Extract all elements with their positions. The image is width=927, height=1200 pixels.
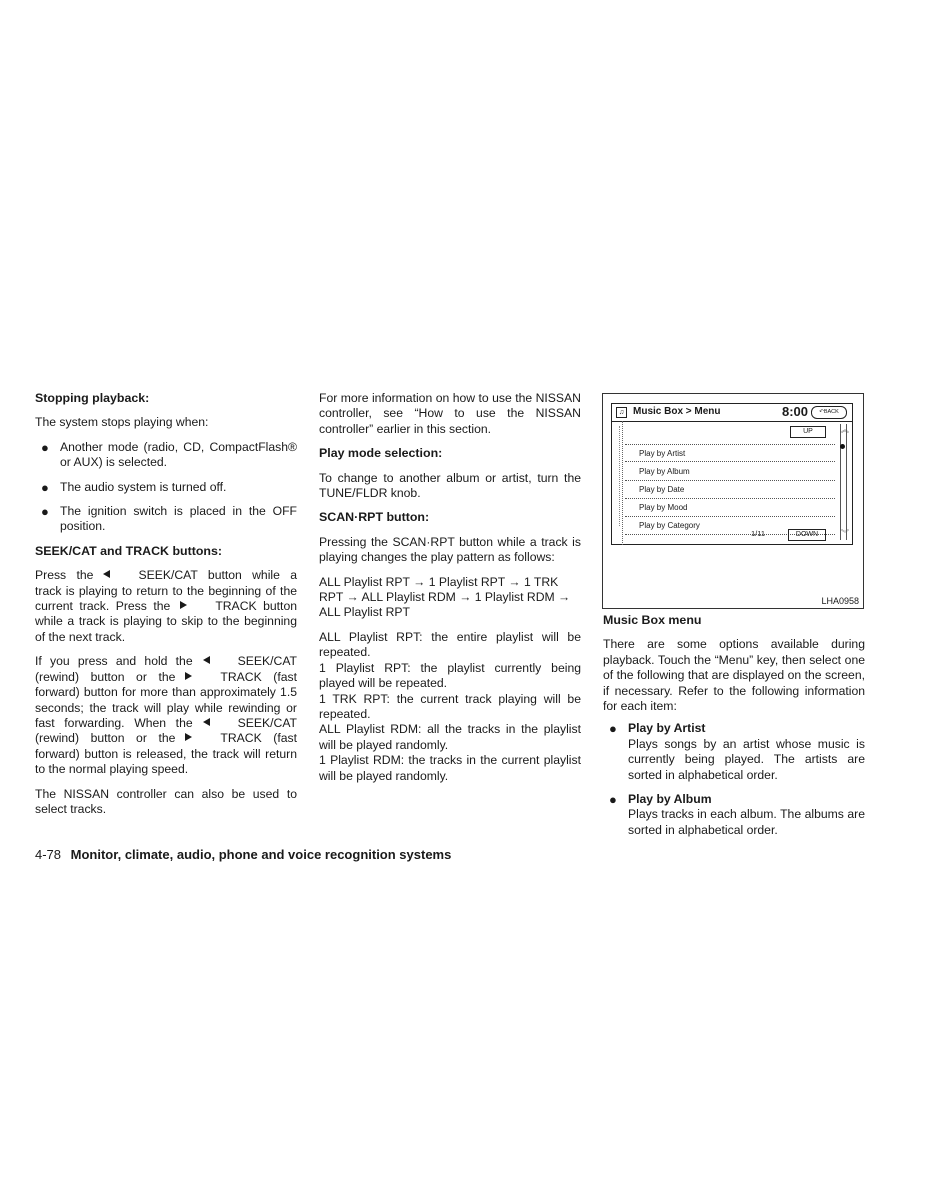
list-item[interactable]: Play by Category (625, 517, 835, 535)
bullet-item: ● The ignition switch is placed in the OFF position. (41, 504, 297, 534)
screen-title: Music Box > Menu (633, 406, 721, 417)
list-item[interactable]: Play by Mood (625, 499, 835, 517)
column-right (603, 613, 865, 847)
def-1-trk-rpt: 1 TRK RPT: the current track playing will be repeated. (319, 691, 581, 721)
bullet-dot-icon: ● (609, 792, 617, 808)
scroll-thumb[interactable] (840, 444, 845, 449)
footer-title: Monitor, climate, audio, phone and voice recognition systems (70, 847, 452, 862)
music-box-figure (602, 393, 864, 609)
up-chevron-icon[interactable]: ︽ (841, 425, 849, 434)
track-right-icon (180, 601, 187, 609)
stop-intro: The system stops playing when: (35, 415, 209, 430)
def-1-playlist-rpt: 1 Playlist RPT: the playlist currently being played will be repeated. (319, 660, 581, 691)
heading-music-box-menu: Music Box menu (603, 613, 702, 627)
play-mode-paragraph: To change to another album or artist, turn the TUNE/FLDR knob. (319, 470, 581, 501)
screen-display (611, 403, 853, 545)
heading-scan-rpt: SCAN·RPT button: (319, 510, 430, 525)
figure-id: LHA0958 (821, 596, 859, 606)
track-right-icon (185, 733, 192, 741)
list-item[interactable]: Play by Artist (625, 444, 835, 462)
def-all-playlist-rpt: ALL Playlist RPT: the entire playlist will be repeated. (319, 629, 581, 660)
seek-paragraph: Press the SEEK/CAT button while a track is playing to return to the beginning of the current track. Press the TRACK button while a track is playing to skip to the beginning of the next track. (35, 568, 298, 644)
back-button[interactable]: ↶BACK (811, 406, 847, 419)
menu-list (622, 421, 849, 545)
bullet-dot-icon: ● (41, 479, 49, 495)
heading-play-mode: Play mode selection: (319, 446, 443, 461)
menu-item-artist: ● Play by Artist Plays songs by an artist whose music is currently being played. The artists are sorted in alphabetical order. (609, 721, 865, 782)
scrollbar[interactable] (840, 424, 847, 540)
down-chevron-icon[interactable]: ︾ (841, 529, 849, 538)
list-item[interactable]: Play by Album (625, 463, 835, 481)
more-info-paragraph: For more information on how to use the NISSAN controller, see “How to use the NISSAN controller” earlier in this section. (319, 391, 581, 436)
back-arrow-icon: ↶ (819, 409, 824, 415)
bullet-item: ● The audio system is turned off. (41, 479, 227, 495)
seek-left-icon (203, 656, 210, 664)
menu-item-album: ● Play by Album Plays tracks in each album. The albums are sorted in alphabetical order. (609, 792, 865, 837)
screen-header (612, 404, 852, 422)
bullet-item: ● Another mode (radio, CD, CompactFlash® or AUX) is selected. (41, 439, 297, 470)
controller-paragraph: The NISSAN controller can also be used to select tracks. (35, 786, 297, 816)
column-middle (319, 391, 581, 784)
seek-left-icon (103, 570, 110, 578)
column-left (35, 391, 297, 826)
heading-seek-track: SEEK/CAT and TRACK buttons: (35, 543, 222, 558)
bullet-dot-icon: ● (41, 504, 49, 520)
sequence-paragraph: ALL Playlist RPT → 1 Playlist RPT → 1 TRK RPT → ALL Playlist RDM → 1 Playlist RDM → ALL Playlist RPT (319, 574, 571, 620)
up-button[interactable]: UP (790, 426, 826, 438)
menu-paragraph: There are some options available during playback. Touch the “Menu” key, then select one of the following that are displayed on the screen, if necessary. Refer to the following information for each item: (603, 637, 865, 714)
left-scroll-track (613, 426, 620, 526)
bullet-dot-icon: ● (609, 721, 617, 737)
music-box-icon: ♫ (616, 407, 627, 418)
track-right-icon (185, 672, 192, 680)
down-button[interactable]: DOWN (788, 529, 826, 541)
list-item[interactable]: Play by Date (625, 481, 835, 499)
scan-paragraph: Pressing the SCAN·RPT button while a track is playing changes the play pattern as follows: (319, 534, 581, 565)
clock: 8:00 (782, 404, 809, 419)
def-1-playlist-rdm: 1 Playlist RDM: the tracks in the current playlist will be played randomly. (319, 753, 581, 783)
page-indicator: 1/11 (751, 529, 766, 538)
page-footer (35, 847, 451, 862)
hold-paragraph: If you press and hold the SEEK/CAT (rewind) button or the TRACK (fast forward) button for more than approximately 1.5 seconds; the track will play while rewinding or fast forwarding. When the SEEK/CAT (rewind) button or the TRACK (fast forward) button is released, the track will return to the normal playing speed. (35, 654, 297, 777)
def-all-playlist-rdm: ALL Playlist RDM: all the tracks in the playlist will be played randomly. (319, 722, 581, 752)
bullet-dot-icon: ● (41, 439, 49, 455)
heading-stopping-playback: Stopping playback: (35, 391, 150, 405)
page-number: 4-78 (35, 847, 62, 862)
seek-left-icon (203, 718, 210, 726)
